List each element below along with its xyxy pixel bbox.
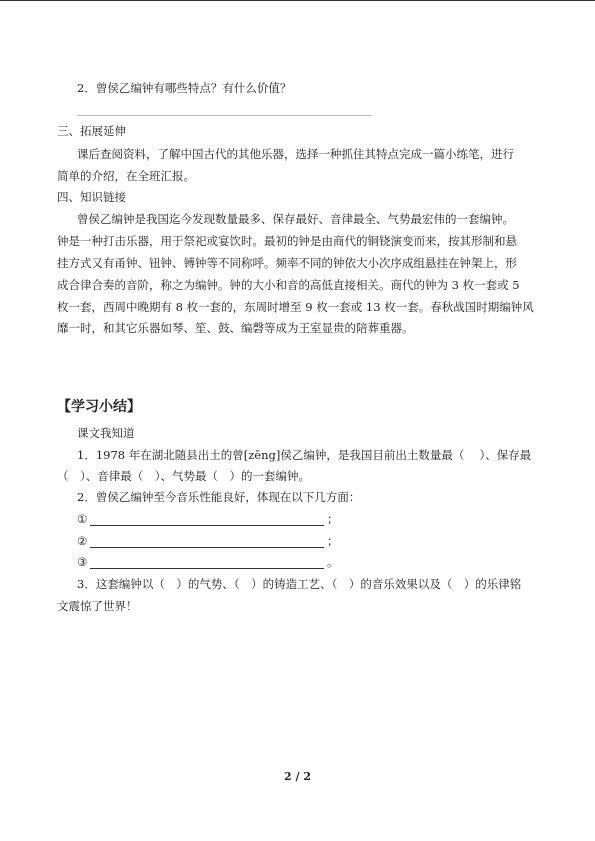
section-3-line-2: 简单的介绍，在全班汇报。 [57, 169, 195, 183]
summary-item-2: 2．曾侯乙编钟至今音乐性能良好，体现在以下几方面： [77, 490, 361, 504]
fill-blank-line-2[interactable] [90, 547, 324, 548]
page-top-border [0, 0, 595, 1]
blank-marker-2: ② [77, 534, 88, 548]
answer-line [77, 115, 372, 116]
section-4-line-5: 枚一套，西周中晚期有 8 枚一套的，东周时增至 9 枚一套或 13 枚一套。春秋战国时期编钟风 [57, 300, 534, 314]
summary-subtitle: 课文我知道 [77, 426, 135, 440]
blank-marker-1: ① [77, 512, 88, 526]
summary-item-1-line-2: （ ）、音律最（ ）、气势最（ ）的一套编钟。 [57, 469, 310, 483]
section-4-line-1: 曾侯乙编钟是我国迄今发现数量最多、保存最好、音律最全、气势最宏伟的一套编钟。 [77, 212, 514, 226]
summary-item-3-line-1: 3．这套编钟以（ ）的气势、（ ）的铸造工艺、（ ）的音乐效果以及（ ）的乐律铭 [77, 577, 522, 591]
section-4-line-6: 靡一时，和其它乐器如琴、笙、鼓、编磬等成为王室显贵的陪葬重器。 [57, 321, 414, 335]
blank-marker-3: ③ [77, 555, 88, 569]
question-2: 2．曾侯乙编钟有哪些特点？有什么价值？ [77, 81, 292, 95]
page-number: 2 / 2 [284, 770, 311, 783]
section-3-line-1: 课后查阅资料，了解中国古代的其他乐器，选择一种抓住其特点完成一篇小练笔，进行 [77, 147, 514, 161]
section-4-line-4: 成合律合奏的音阶，称之为编钟。钟的大小和音的高低直接相关。商代的钟为 3 枚一套或 5 [57, 278, 520, 292]
fill-blank-line-3[interactable] [90, 568, 324, 569]
summary-item-3-line-2: 文震惊了世界！ [57, 599, 138, 613]
section-4-line-2: 钟是一种打击乐器，用于祭祀或宴饮时。最初的钟是由商代的铜铙演变而来，按其形制和悬 [57, 234, 517, 248]
summary-heading: 【学习小结】 [57, 399, 141, 415]
section-4-title: 四、知识链接 [57, 190, 126, 204]
section-4-line-3: 挂方式又有甬钟、钮钟、镈钟等不同称呼。频率不同的钟依大小次序成组悬挂在钟架上，形 [57, 256, 517, 270]
blank-end-1: ； [327, 512, 339, 526]
blank-end-3: 。 [327, 555, 339, 569]
summary-item-1-line-1: 1．1978 年在湖北随县出土的曾[zēng]侯乙编钟，是我国目前出土数量最（ ）、保存最 [77, 448, 532, 462]
fill-blank-line-1[interactable] [90, 525, 324, 526]
blank-end-2: ； [327, 534, 339, 548]
section-3-title: 三、拓展延伸 [57, 124, 126, 138]
